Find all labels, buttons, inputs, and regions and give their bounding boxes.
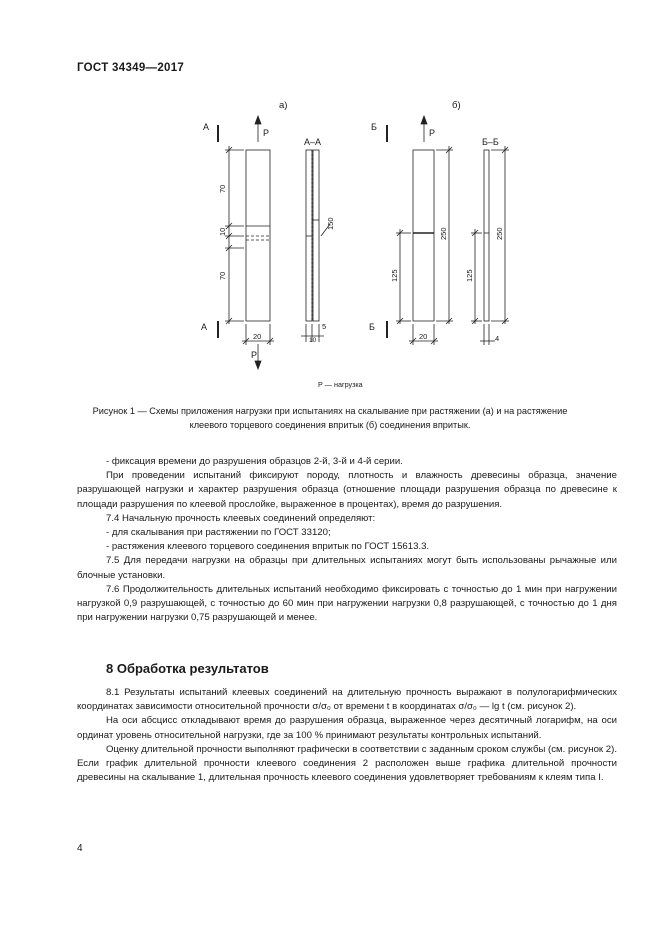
panel-a-label: а) [279,100,288,111]
specimen-a-front [246,150,270,321]
dim-10: 10 [218,227,227,236]
paragraph: На оси абсцисс откладывают время до разрушения образца, выраженное через десятичный логарифм, на оси ординат уровень относительной нагрузки, где за 100 % принимают результаты контрольных испытаний. [77,715,617,741]
section-b-title: Б–Б [482,137,499,147]
text-block-bottom [77,686,617,785]
dim-70-bottom: 70 [218,271,227,280]
test-scheme-drawing [0,0,661,440]
paragraph: - фиксация времени до разрушения образцов 2-й, 3-й и 4-й серии. [106,456,403,467]
dim-150: 150 [326,217,335,230]
dim-250-b: 250 [439,227,448,240]
dim-4: 4 [495,334,500,343]
load-label-top-b: Р [429,128,436,138]
paragraph: 8.1 Результаты испытаний клеевых соединений на длительную прочность выражают в полулогарифмических координатах зависимости относительной прочности σ/σ₀ от времени t в координатах σ/σ₀ — lg t (см. рисунок 2). [77,687,617,713]
paragraph: Оценку длительной прочности выполняют графически в соответствии с заданным сроком службы (см. рисунок 2). Если график длительной прочности клеевого соединения 2 расположен выше графика длительной прочности древесины на скалывание 1, длительная прочность клеевого соединения удовлетворяет требованиям к клеям типа I. [77,743,617,784]
text-block-top [77,455,617,625]
section-a-right [313,150,319,321]
load-label-bottom-a: Р [251,350,258,360]
figure-legend: Р — нагрузка [318,380,363,389]
section-b-strip [484,150,489,321]
dim-125-section: 125 [465,269,474,282]
dim-5: 5 [322,322,327,331]
figure-1 [0,0,661,440]
paragraph: 7.4 Начальную прочность клеевых соединений определяют: [106,512,376,524]
section-a-left [306,150,312,321]
section-b-mark-bottom: Б [369,322,375,332]
paragraph: 7.5 Для передачи нагрузки на образцы при длительных испытаниях могут быть использованы рычажные или блочные установки. [77,555,617,581]
dim-20-a: 20 [253,332,262,341]
page-number: 4 [77,843,83,854]
section-a-mark-bottom: А [201,322,208,332]
dim-10-section: 10 [309,337,317,344]
panel-b-label: б) [452,100,461,111]
paragraph: 7.6 Продолжительность длительных испытаний необходимо фиксировать с точностью до 1 мин при нагружении нагрузкой 0,9 разрушающей, с точностью до 60 мин при нагружении нагрузки 0,8 разрушающей, с точностью до 1 дня при нагружении нагрузки 0,75 разрушающей и менее. [77,583,617,624]
section-a-title: А–А [304,137,322,147]
document-header: ГОСТ 34349—2017 [77,62,185,74]
dim-125-b: 125 [390,269,399,282]
paragraph: При проведении испытаний фиксируют породу, плотность и влажность древесины образца, значение разрушающей нагрузки и характер разрушения образца (отношение площади разрушения образца по древесине к площади разрушения по клеевой прослойке, выраженное в процентах), время до разрушения. [77,470,617,510]
section-b-mark-top: Б [371,122,377,132]
paragraph: - для скалывания при растяжении по ГОСТ 33120; [106,527,331,539]
dim-20-b: 20 [419,332,428,341]
specimen-b-front [413,150,434,321]
figure-caption: Рисунок 1 — Схемы приложения нагрузки при испытаниях на скалывание при растяжении (а) и на растяжение клеевого торцевого соединения впритык (б) соединения впритык. [92,406,568,430]
paragraph: - растяжения клеевого торцевого соединения впритык по ГОСТ 15613.3. [106,541,430,553]
section-a-mark-top: А [203,122,210,132]
dim-250-section: 250 [495,227,504,240]
dim-70-top: 70 [218,184,227,193]
section-heading: 8 Обработка результатов [106,661,269,676]
load-label-top-a: Р [263,128,270,138]
